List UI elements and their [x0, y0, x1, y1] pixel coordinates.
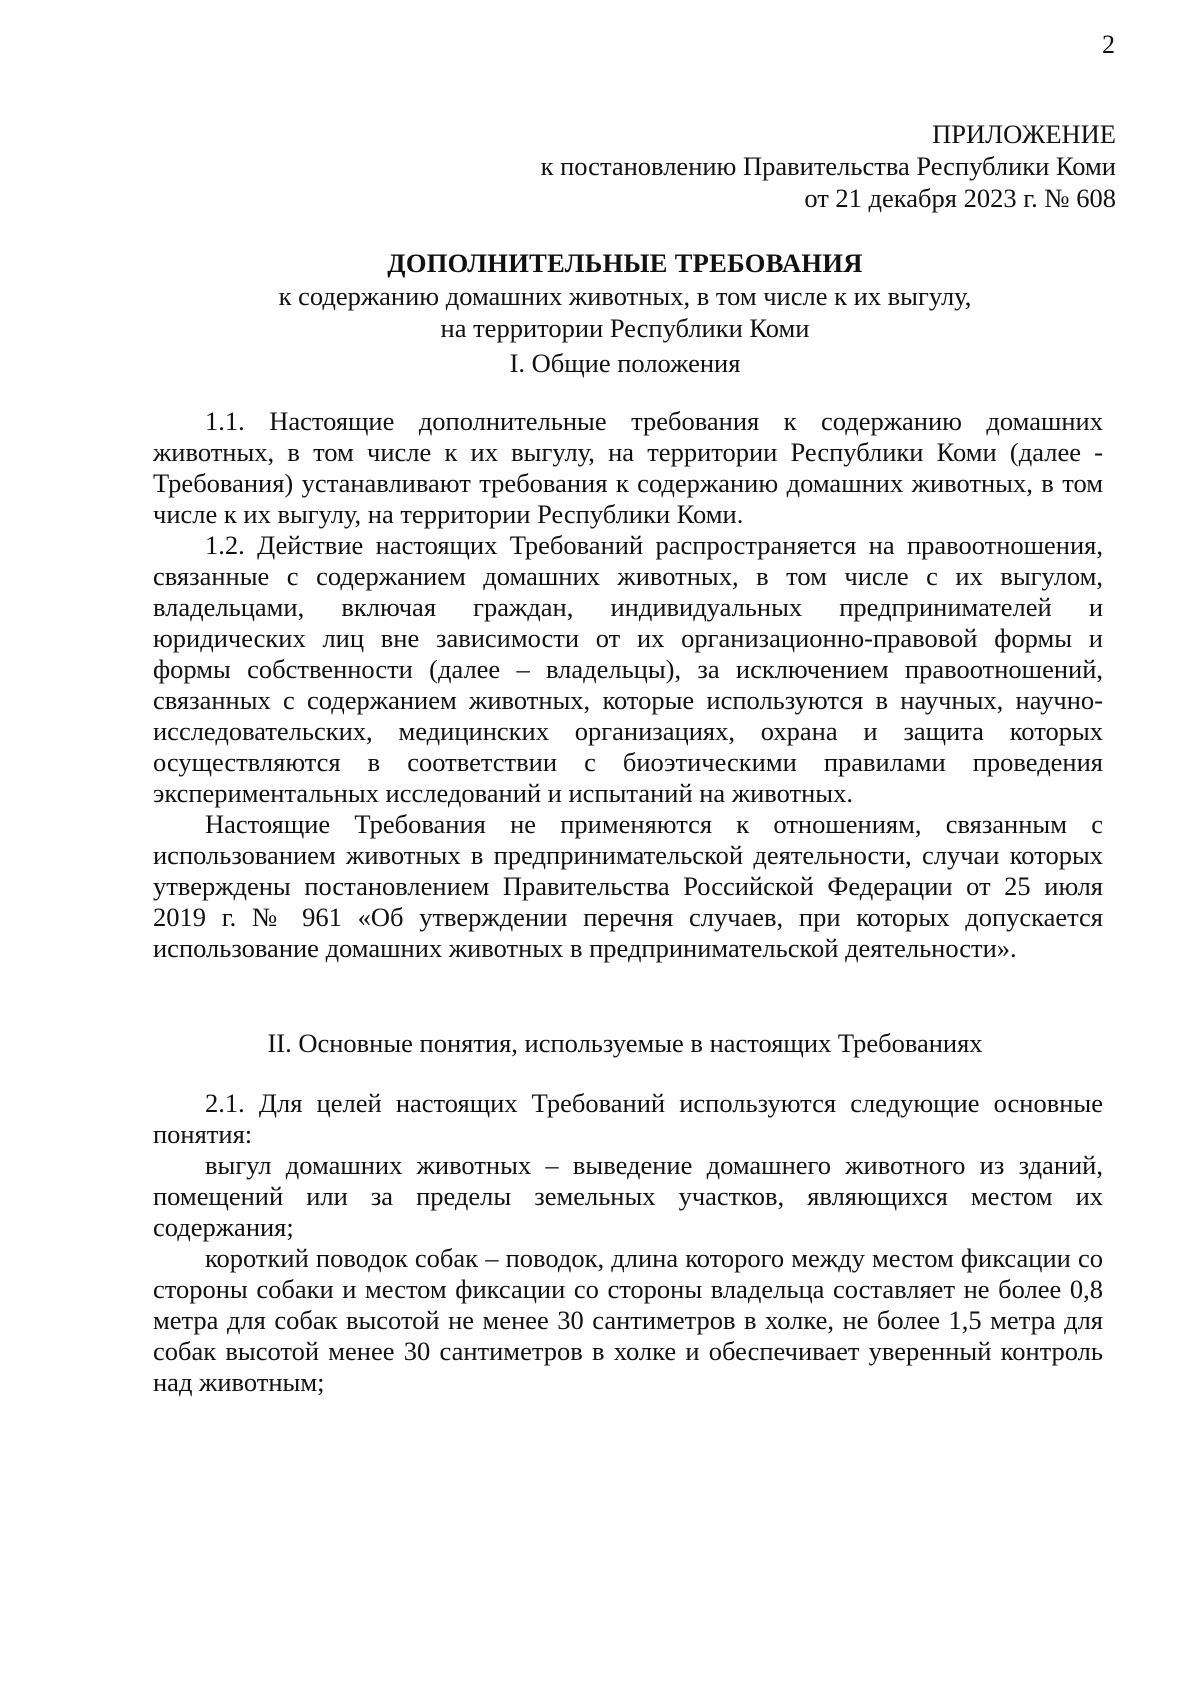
paragraph-1-3: Настоящие Требования не применяются к отношениям, связанным с использованием животных в предпринимательской деятельности, случаи которых утверждены постановлением Правительства Российской Федерации от 25 июля 2019 г. № 961 «Об утверждении перечня случаев, при которых допускается использование домашних животных в предпринимательской деятельности».	[153, 809, 1103, 963]
section-1-heading: I. Общие положения	[509, 348, 741, 378]
document-title: ДОПОЛНИТЕЛЬНЫЕ ТРЕБОВАНИЯ	[387, 248, 863, 278]
appendix-block	[541, 118, 1116, 214]
paragraph-1-2: 1.2. Действие настоящих Требований распространяется на правоотношения, связанные с содержанием домашних животных, в том числе с их выгулом, владельцами, включая граждан, индивидуальных предпринимателей и юридических лиц вне зависимости от их организационно-правовой формы и формы собственности (далее – владельцы), за исключением правоотношений, связанных с содержанием животных, которые используются в научных, научно-исследовательских, медицинских организациях, охрана и защита которых осуществляются в соответствии с биоэтическими правилами проведения экспериментальных исследований и испытаний на животных.	[153, 530, 1103, 808]
appendix-decree-line: к постановлению Правительства Республики Коми	[540, 151, 1116, 181]
paragraph-2-3: короткий поводок собак – поводок, длина которого между местом фиксации со стороны собаки и местом фиксации со стороны владельца составляет не более 0,8 метра для собак высотой не менее 30 сантиметров в холке, не более 1,5 метра для собак высотой менее 30 сантиметров в холке и обеспечивает уверенный контроль над животным;	[153, 1243, 1103, 1397]
section-1-body	[153, 406, 1103, 964]
section-2-heading: II. Основные понятия, используемые в настоящих Требованиях	[267, 1028, 983, 1058]
appendix-date-line: от 21 декабря 2023 г. № 608	[804, 183, 1116, 213]
document-subtitle-line-2: на территории Республики Коми	[440, 313, 810, 343]
paragraph-2-2: выгул домашних животных – выведение домашнего животного из зданий, помещений или за пределы земельных участков, являющихся местом их содержания;	[153, 1150, 1103, 1242]
section-2-body	[153, 1088, 1103, 1398]
paragraph-2-1: 2.1. Для целей настоящих Требований используются следующие основные понятия:	[153, 1088, 1103, 1149]
paragraph-1-1: 1.1. Настоящие дополнительные требования к содержанию домашних животных, в том числе к их выгулу, на территории Республики Коми (далее - Требования) устанавливают требования к содержанию домашних животных, в том числе к их выгулу, на территории Республики Коми.	[153, 406, 1103, 529]
appendix-label: ПРИЛОЖЕНИЕ	[932, 119, 1116, 149]
page-number: 2	[1102, 30, 1115, 59]
document-title-block	[150, 246, 1100, 344]
document-subtitle-line-1: к содержанию домашних животных, в том числе к их выгулу,	[278, 281, 972, 311]
